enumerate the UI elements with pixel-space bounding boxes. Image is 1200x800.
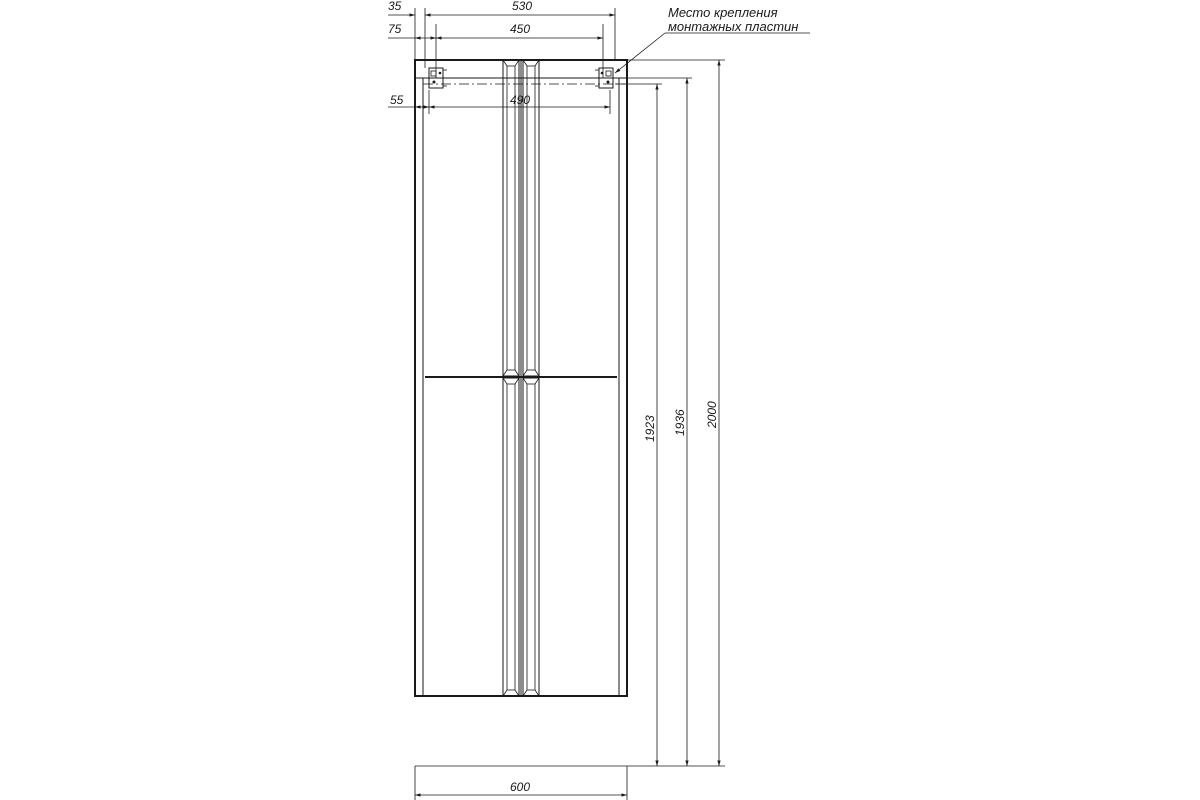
dim-label-530: 530 [512, 0, 533, 13]
dim-label-490: 490 [510, 93, 531, 107]
dim-label-600: 600 [510, 780, 531, 794]
dim-mount-span [388, 24, 603, 78]
dim-label-2000: 2000 [705, 401, 719, 428]
mounting-note-line2: монтажных пластин [668, 19, 799, 34]
cabinet-body [415, 60, 627, 696]
dim-label-75: 75 [388, 22, 402, 36]
dim-label-35: 35 [388, 0, 402, 13]
dim-label-1936: 1936 [673, 409, 687, 436]
dim-inner-span [388, 90, 610, 114]
dim-label-1923: 1923 [643, 415, 657, 442]
mounting-note-line1: Место крепления [668, 5, 778, 20]
lower-right-handle [523, 378, 539, 696]
mounting-note-leader [615, 33, 810, 73]
dim-label-450: 450 [510, 22, 531, 36]
lower-left-handle [503, 378, 519, 696]
dim-label-55: 55 [390, 93, 404, 107]
